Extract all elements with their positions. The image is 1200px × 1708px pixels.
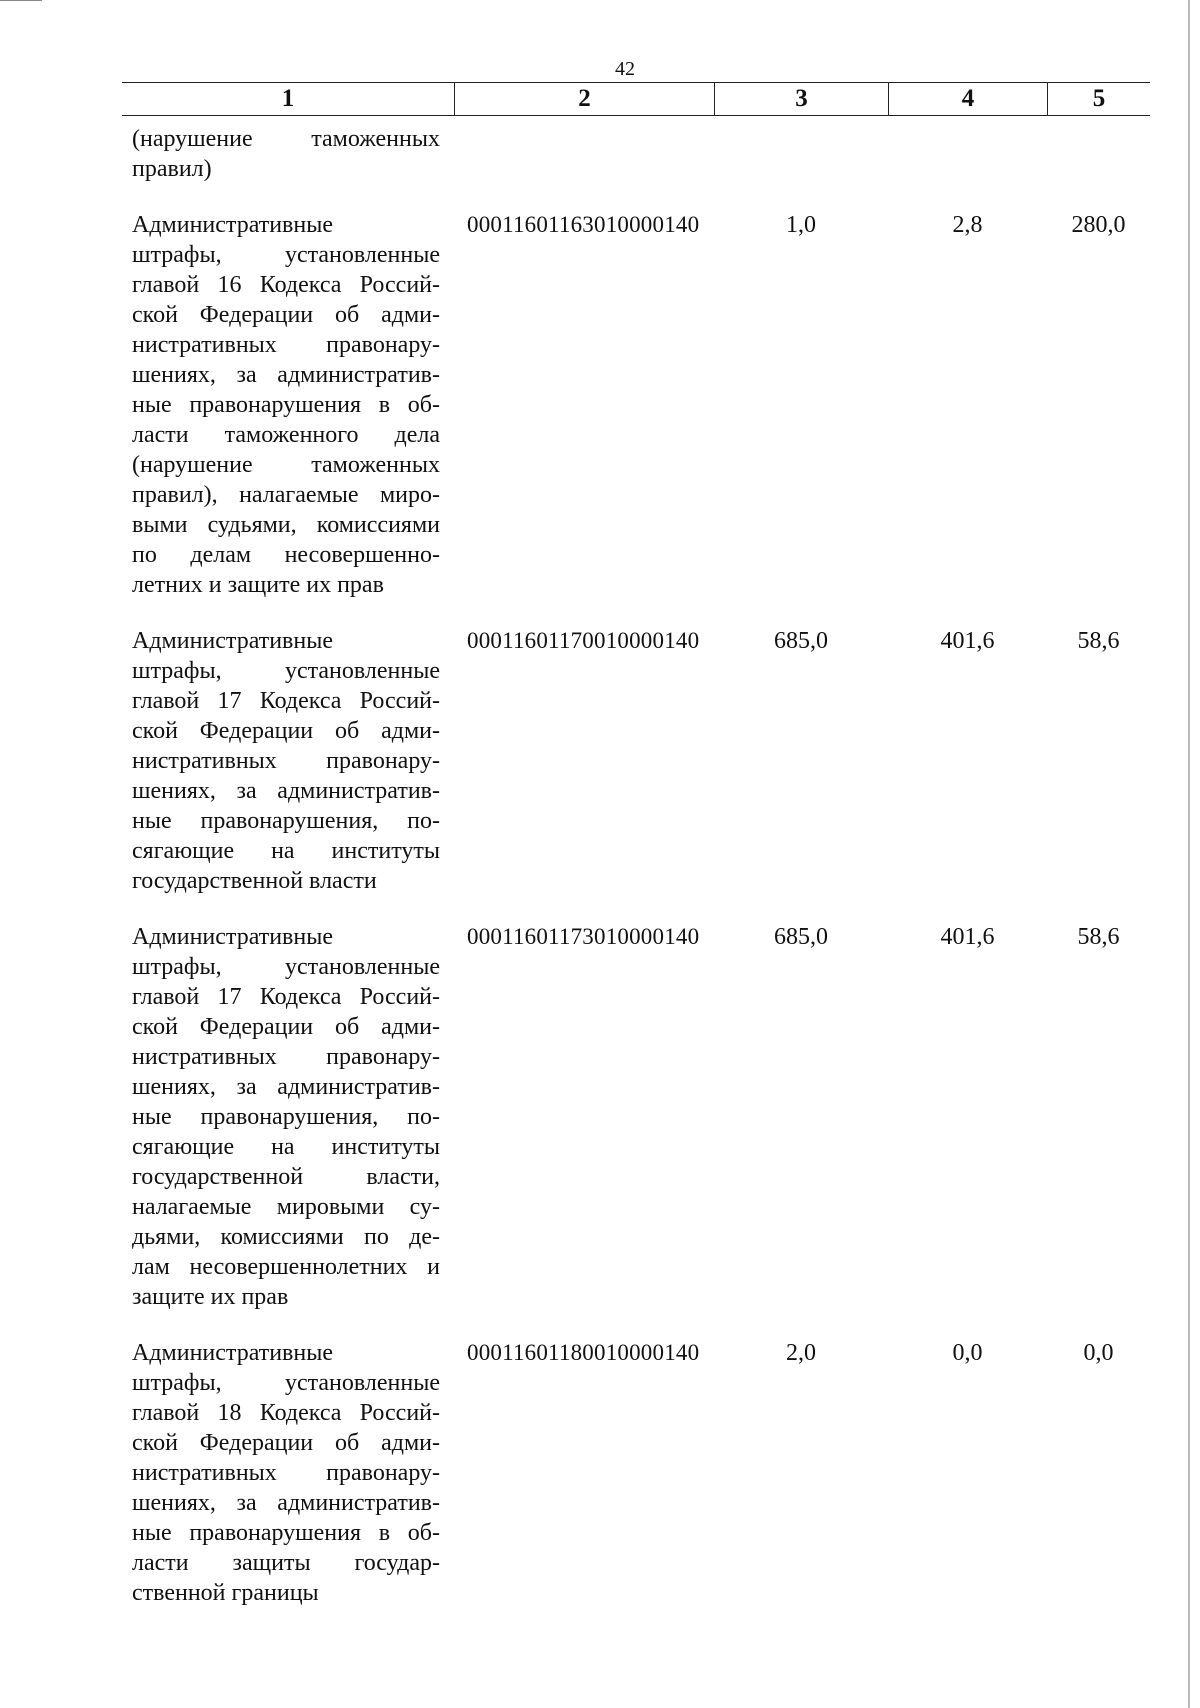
description-line: государственной власти [132, 868, 377, 894]
description-line: государственной власти, [132, 1164, 440, 1190]
row-col5-value: 0,0 [1083, 1340, 1114, 1366]
description-line: ской Федерации об адми- [132, 1430, 440, 1456]
description-line: Административные [132, 1340, 334, 1366]
description-line: Административные [132, 628, 334, 654]
description-line: нистративных правонару- [132, 748, 440, 774]
row-description [122, 124, 454, 184]
row-description [122, 210, 454, 600]
description-line: сягающие на институты [132, 838, 440, 864]
header-col-5: 5 [1047, 83, 1150, 115]
description-line: дьями, комиссиями по де- [132, 1224, 440, 1250]
row-code: 00011601180010000140 [467, 1340, 700, 1365]
description-line: ласти таможенного дела [132, 422, 440, 448]
table-row [122, 922, 1150, 1312]
description-line: штрафы, установленные [132, 954, 440, 980]
description-line: штрафы, установленные [132, 242, 440, 268]
header-col-1: 1 [281, 85, 295, 112]
description-line: штрафы, установленные [132, 1370, 440, 1396]
table-body [122, 124, 1150, 1608]
row-col3-value: 685,0 [774, 628, 828, 654]
description-line: шениях, за административ- [132, 778, 440, 804]
description-line: ные правонарушения, по- [132, 808, 440, 834]
description-line: шениях, за административ- [132, 1074, 440, 1100]
description-line: ственной границы [132, 1580, 319, 1606]
description-line: правил), налагаемые миро- [132, 482, 440, 508]
description-line: ской Федерации об адми- [132, 302, 440, 328]
row-code: 00011601170010000140 [467, 628, 700, 653]
description-line: главой 16 Кодекса Россий- [132, 272, 440, 298]
header-col-3: 3 [714, 83, 888, 115]
description-line: нистративных правонару- [132, 1044, 440, 1070]
header-col-2: 2 [454, 83, 714, 115]
description-line: правил) [132, 156, 212, 182]
description-line: защите их прав [132, 1284, 289, 1310]
row-code: 00011601163010000140 [467, 212, 700, 237]
description-line: Административные [132, 924, 334, 950]
row-col4-value: 401,6 [940, 628, 995, 654]
description-line: (нарушение таможенных [132, 126, 440, 152]
row-col4-value: 401,6 [940, 924, 995, 950]
row-description [122, 922, 454, 1312]
row-col3-value: 685,0 [774, 924, 828, 950]
table-row [122, 1338, 1150, 1608]
row-col5-value: 280,0 [1071, 212, 1126, 238]
description-line: ные правонарушения, по- [132, 1104, 440, 1130]
description-line: шениях, за административ- [132, 1490, 440, 1516]
description-line: по делам несовершенно- [132, 542, 440, 568]
description-line: ные правонарушения в об- [132, 392, 440, 418]
table-header-row [122, 82, 1150, 116]
budget-table [122, 82, 1150, 1608]
description-line: ласти защиты государ- [132, 1550, 440, 1576]
table-row [122, 626, 1150, 896]
description-line: Административные [132, 212, 334, 238]
description-line: ные правонарушения в об- [132, 1520, 440, 1546]
description-line: лам несовершеннолетних и [132, 1254, 440, 1280]
description-line: сягающие на институты [132, 1134, 440, 1160]
row-description [122, 626, 454, 896]
description-line: летних и защите их прав [132, 572, 384, 598]
page-number: 42 [615, 58, 635, 80]
row-description [122, 1338, 454, 1608]
description-line: ской Федерации об адми- [132, 1014, 440, 1040]
row-col5-value: 58,6 [1077, 924, 1120, 950]
description-line: выми судьями, комиссиями [132, 512, 440, 538]
scan-corner-line [0, 0, 42, 1]
description-line: налагаемые мировыми су- [132, 1194, 440, 1220]
table-row [122, 210, 1150, 600]
scan-edge-line [1188, 0, 1190, 1708]
description-line: ской Федерации об адми- [132, 718, 440, 744]
table-row [122, 124, 1150, 184]
header-col-4: 4 [888, 83, 1047, 115]
row-col4-value: 0,0 [952, 1340, 983, 1366]
description-line: нистративных правонару- [132, 332, 440, 358]
row-col3-value: 2,0 [786, 1340, 816, 1366]
description-line: главой 17 Кодекса Россий- [132, 984, 440, 1010]
description-line: шениях, за административ- [132, 362, 440, 388]
description-line: нистративных правонару- [132, 1460, 440, 1486]
description-line: штрафы, установленные [132, 658, 440, 684]
row-col3-value: 1,0 [786, 212, 816, 238]
description-line: главой 18 Кодекса Россий- [132, 1400, 440, 1426]
row-col5-value: 58,6 [1077, 628, 1120, 654]
description-line: главой 17 Кодекса Россий- [132, 688, 440, 714]
row-col4-value: 2,8 [952, 212, 983, 238]
description-line: (нарушение таможенных [132, 452, 440, 478]
row-code: 00011601173010000140 [467, 924, 700, 949]
